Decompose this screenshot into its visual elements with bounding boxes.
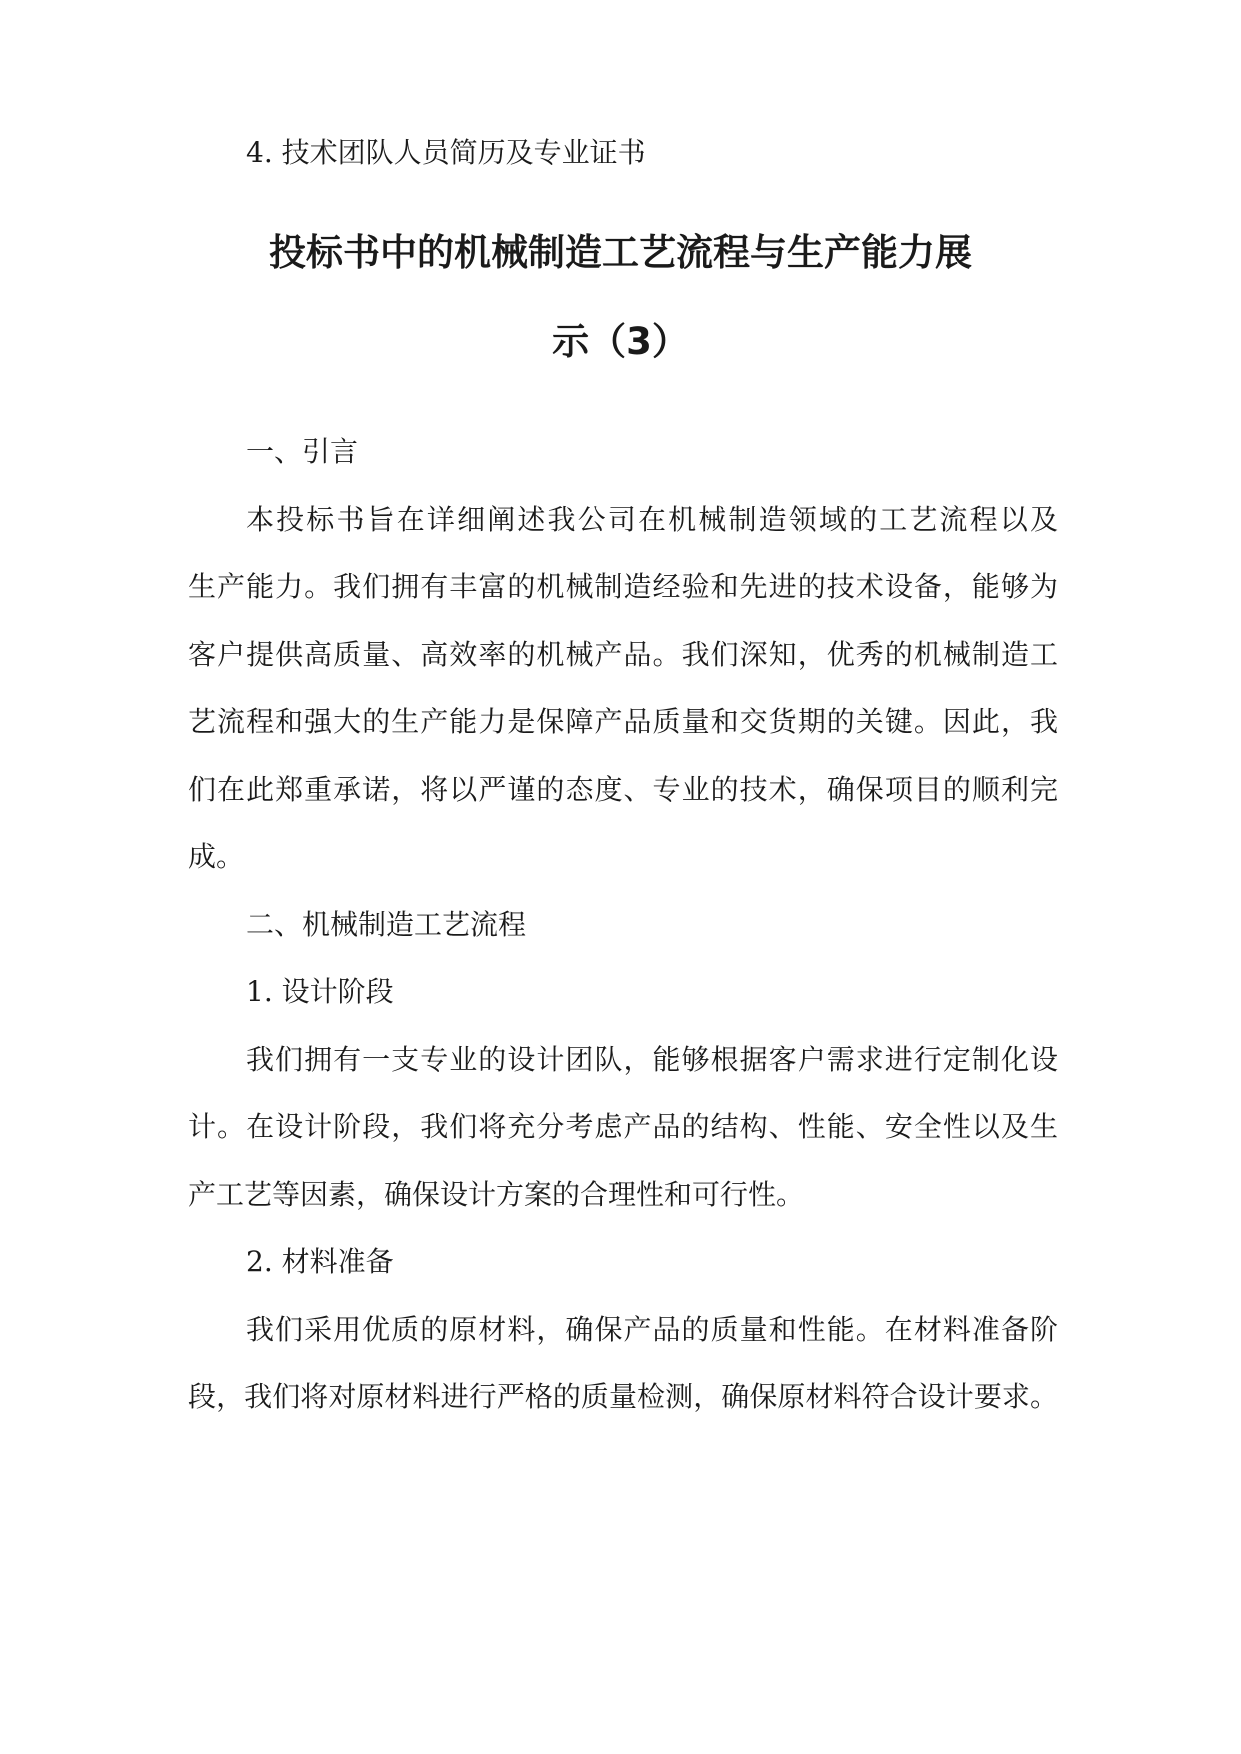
paragraph-line: 们在此郑重承诺，将以严谨的态度、专业的技术，确保项目的顺利完 [188, 773, 1058, 806]
list-item-tech-team: 4. 技术团队人员简历及专业证书 [246, 136, 646, 169]
section-heading-introduction: 一、引言 [246, 435, 359, 468]
document-title-line-1: 投标书中的机械制造工艺流程与生产能力展 [269, 231, 972, 274]
paragraph-line: 客户提供高质量、高效率的机械产品。我们深知，优秀的机械制造工 [188, 638, 1058, 671]
paragraph-line: 产工艺等因素，确保设计方案的合理性和可行性。 [188, 1178, 805, 1211]
subsection-heading-materials: 2. 材料准备 [246, 1245, 394, 1278]
section-heading-process: 二、机械制造工艺流程 [246, 908, 527, 941]
paragraph-line: 成。 [188, 840, 245, 873]
subsection-heading-design: 1. 设计阶段 [246, 975, 394, 1008]
paragraph-line: 生产能力。我们拥有丰富的机械制造经验和先进的技术设备，能够为 [188, 570, 1058, 603]
paragraph-line: 计。在设计阶段，我们将充分考虑产品的结构、性能、安全性以及生 [188, 1110, 1058, 1143]
paragraph-line: 我们采用优质的原材料，确保产品的质量和性能。在材料准备阶 [246, 1313, 1058, 1346]
paragraph-line: 本投标书旨在详细阐述我公司在机械制造领域的工艺流程以及 [246, 503, 1058, 536]
paragraph-line: 我们拥有一支专业的设计团队，能够根据客户需求进行定制化设 [246, 1043, 1058, 1076]
paragraph-line: 段，我们将对原材料进行严格的质量检测，确保原材料符合设计要求。 [188, 1380, 1058, 1413]
document-title-line-2: 示（3） [552, 320, 689, 363]
paragraph-line: 艺流程和强大的生产能力是保障产品质量和交货期的关键。因此，我 [188, 705, 1058, 738]
